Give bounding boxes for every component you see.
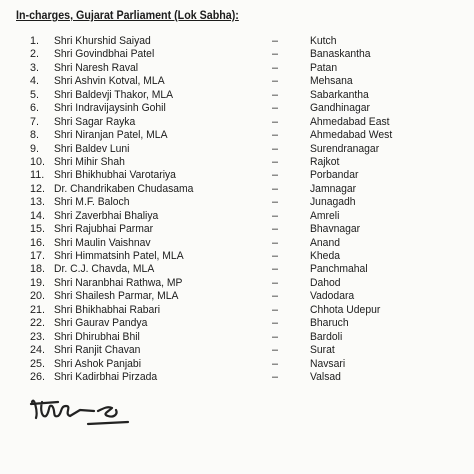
item-number: 7. <box>30 115 40 128</box>
document-title: In-charges, Gujarat Parliament (Lok Sabha): <box>16 10 239 22</box>
constituency-name: Porbandar <box>310 169 359 182</box>
separator-dash: – <box>272 61 279 74</box>
separator-dash: – <box>272 370 279 383</box>
constituency-name: Bharuch <box>310 317 349 330</box>
separator-dash: – <box>272 88 279 101</box>
separator-dash: – <box>272 330 279 343</box>
handwritten-signature <box>28 392 148 430</box>
item-number: 9. <box>30 142 40 155</box>
constituency-name: Ahmedabad West <box>310 129 393 142</box>
list-item <box>0 277 474 290</box>
incharge-name: Shri Indravijaysinh Gohil <box>54 102 166 115</box>
list-item <box>0 290 474 303</box>
item-number: 19. <box>30 276 46 289</box>
constituency-name: Rajkot <box>310 155 340 168</box>
constituency-name: Ahmedabad East <box>310 115 390 128</box>
constituency-name: Jamnagar <box>310 182 357 195</box>
incharge-name: Shri Maulin Vaishnav <box>54 236 151 249</box>
item-number: 23. <box>30 330 46 343</box>
incharge-name: Shri Naresh Raval <box>54 61 139 74</box>
constituency-name: Mehsana <box>310 75 353 88</box>
constituency-name: Gandhinagar <box>310 102 370 115</box>
incharge-name: Shri Ranjit Chavan <box>54 344 141 357</box>
list-item <box>0 48 474 61</box>
separator-dash: – <box>272 35 279 47</box>
item-number: 14. <box>30 209 46 222</box>
separator-dash: – <box>272 236 279 249</box>
item-number: 22. <box>30 317 46 330</box>
separator-dash: – <box>272 102 279 115</box>
constituency-name: Panchmahal <box>310 263 368 276</box>
constituency-name: Junagadh <box>310 196 356 209</box>
list-item <box>0 62 474 75</box>
item-number: 24. <box>30 344 46 357</box>
separator-dash: – <box>272 344 279 357</box>
list-item <box>0 210 474 223</box>
item-number: 3. <box>30 61 40 74</box>
incharge-name: Shri M.F. Baloch <box>54 196 130 209</box>
list-item <box>0 263 474 276</box>
incharge-name: Shri Baldev Luni <box>54 142 130 155</box>
separator-dash: – <box>272 142 279 155</box>
constituency-name: Dahod <box>310 276 341 289</box>
separator-dash: – <box>272 276 279 289</box>
list-item <box>0 223 474 236</box>
incharge-name: Shri Ashvin Kotval, MLA <box>54 75 165 88</box>
list-item <box>0 196 474 209</box>
incharge-name: Shri Bhikhubhai Varotariya <box>54 169 176 182</box>
constituency-name: Bhavnagar <box>310 223 361 236</box>
constituency-name: Surendranagar <box>310 142 380 155</box>
list-item <box>0 317 474 330</box>
item-number: 10. <box>30 155 46 168</box>
separator-dash: – <box>272 182 279 195</box>
incharge-name: Shri Himmatsinh Patel, MLA <box>54 250 184 262</box>
incharge-name: Shri Baldevji Thakor, MLA <box>54 88 174 101</box>
constituency-name: Surat <box>310 344 335 357</box>
separator-dash: – <box>272 223 279 236</box>
list-item <box>0 344 474 357</box>
list-item <box>0 129 474 142</box>
item-number: 2. <box>30 48 40 61</box>
item-number: 13. <box>30 196 46 209</box>
separator-dash: – <box>272 303 279 316</box>
incharge-name: Dr. C.J. Chavda, MLA <box>54 263 155 276</box>
constituency-name: Banaskantha <box>310 48 371 61</box>
item-number: 20. <box>30 290 46 303</box>
incharge-name: Shri Zaverbhai Bhaliya <box>54 209 159 222</box>
separator-dash: – <box>272 290 279 303</box>
list-item <box>0 102 474 115</box>
constituency-name: Valsad <box>310 370 341 383</box>
incharge-name: Shri Gaurav Pandya <box>54 317 148 330</box>
item-number: 5. <box>30 88 40 101</box>
constituency-name: Navsari <box>310 357 346 370</box>
item-number: 18. <box>30 263 46 276</box>
list-item <box>0 304 474 317</box>
separator-dash: – <box>272 169 279 182</box>
constituency-name: Amreli <box>310 209 340 222</box>
incharge-name: Shri Niranjan Patel, MLA <box>54 129 168 142</box>
incharge-name: Shri Bhikhabhai Rabari <box>54 303 161 316</box>
item-number: 16. <box>30 236 46 249</box>
item-number: 12. <box>30 182 46 195</box>
list-item <box>0 116 474 129</box>
constituency-name: Bardoli <box>310 330 343 343</box>
incharge-name: Shri Kadirbhai Pirzada <box>54 370 158 383</box>
list-item <box>0 35 474 48</box>
item-number: 8. <box>30 129 40 142</box>
incharge-name: Shri Sagar Rayka <box>54 115 136 128</box>
list-item <box>0 237 474 250</box>
list-item <box>0 331 474 344</box>
item-number: 1. <box>30 35 40 47</box>
separator-dash: – <box>272 357 279 370</box>
constituency-name: Kutch <box>310 35 337 47</box>
list-item <box>0 143 474 156</box>
separator-dash: – <box>272 75 279 88</box>
item-number: 17. <box>30 250 46 262</box>
list-item <box>0 183 474 196</box>
item-number: 6. <box>30 102 40 115</box>
incharge-name: Shri Rajubhai Parmar <box>54 223 154 236</box>
incharge-name: Shri Govindbhai Patel <box>54 48 155 61</box>
incharge-list <box>0 35 474 384</box>
separator-dash: – <box>272 129 279 142</box>
separator-dash: – <box>272 155 279 168</box>
item-number: 15. <box>30 223 46 236</box>
separator-dash: – <box>272 196 279 209</box>
separator-dash: – <box>272 250 279 262</box>
constituency-name: Vadodara <box>310 290 355 303</box>
incharge-name: Shri Mihir Shah <box>54 155 125 168</box>
list-item <box>0 75 474 88</box>
list-item <box>0 371 474 384</box>
list-item <box>0 358 474 371</box>
separator-dash: – <box>272 48 279 61</box>
incharge-name: Shri Naranbhai Rathwa, MP <box>54 276 183 289</box>
item-number: 25. <box>30 357 46 370</box>
constituency-name: Sabarkantha <box>310 88 369 101</box>
list-item <box>0 156 474 169</box>
separator-dash: – <box>272 209 279 222</box>
constituency-name: Patan <box>310 61 338 74</box>
constituency-name: Anand <box>310 236 340 249</box>
constituency-name: Chhota Udepur <box>310 303 381 316</box>
separator-dash: – <box>272 115 279 128</box>
incharge-name: Dr. Chandrikaben Chudasama <box>54 182 194 195</box>
separator-dash: – <box>272 317 279 330</box>
incharge-name: Shri Ashok Panjabi <box>54 357 142 370</box>
list-item <box>0 250 474 263</box>
item-number: 21. <box>30 303 46 316</box>
incharge-name: Shri Khurshid Saiyad <box>54 35 151 47</box>
item-number: 4. <box>30 75 40 88</box>
constituency-name: Kheda <box>310 250 340 262</box>
separator-dash: – <box>272 263 279 276</box>
list-item <box>0 89 474 102</box>
item-number: 11. <box>30 169 45 182</box>
item-number: 26. <box>30 370 46 383</box>
list-item <box>0 169 474 182</box>
incharge-name: Shri Shailesh Parmar, MLA <box>54 290 179 303</box>
incharge-name: Shri Dhirubhai Bhil <box>54 330 140 343</box>
